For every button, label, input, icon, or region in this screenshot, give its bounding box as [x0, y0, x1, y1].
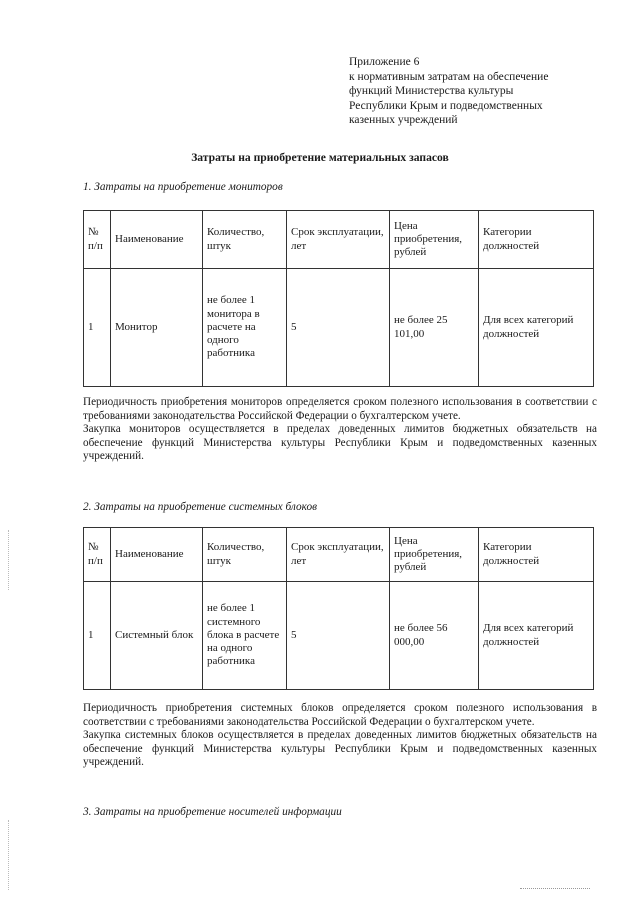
- scan-margin-mark: [8, 530, 10, 590]
- cell-price: не более 25 101,00: [390, 269, 479, 387]
- cell-category: Для всех категорий должностей: [479, 269, 594, 387]
- appendix-line: Республики Крым и подведомственных: [349, 99, 543, 112]
- paragraph: Периодичность приобретения системных блоков определяется сроком полезного использования в соответствии с требованиями законодательства Российской Федерации о бухгалтерском учете.: [83, 702, 597, 728]
- monitors-table: [83, 210, 594, 387]
- header-quantity: Количество, штук: [203, 528, 287, 582]
- header-price: Цена приобретения, рублей: [390, 528, 479, 582]
- header-price: Цена приобретения, рублей: [390, 211, 479, 269]
- header-num: № п/п: [84, 528, 111, 582]
- cell-term: 5: [287, 582, 390, 690]
- appendix-line: к нормативным затратам на обеспечение: [349, 70, 549, 83]
- appendix-line: казенных учреждений: [349, 114, 458, 126]
- paragraph: Закупка системных блоков осуществляется в пределах доведенных лимитов бюджетных обязательств на обеспечение функций Министерства культуры Республики Крым и подведомственных казенных учреждений.: [83, 729, 597, 769]
- header-name: Наименование: [111, 528, 203, 582]
- header-quantity: Количество, штук: [203, 211, 287, 269]
- header-category: Категории должностей: [479, 528, 594, 582]
- monitors-description: [83, 396, 597, 464]
- cell-num: 1: [84, 582, 111, 690]
- cell-num: 1: [84, 269, 111, 387]
- paragraph: Периодичность приобретения мониторов определяется сроком полезного использования в соответствии с требованиями законодательства Российской Федерации о бухгалтерском учете.: [83, 396, 597, 422]
- scan-margin-mark: [8, 820, 10, 890]
- cell-category: Для всех категорий должностей: [479, 582, 594, 690]
- section-heading-storage-media: 3. Затраты на приобретение носителей информации: [83, 806, 342, 818]
- document-title: Затраты на приобретение материальных запасов: [191, 151, 449, 164]
- system-units-table: [83, 527, 594, 690]
- cell-quantity: не более 1 монитора в расчете на одного работника: [203, 269, 287, 387]
- header-name: Наименование: [111, 211, 203, 269]
- header-term: Срок эксплуатации, лет: [287, 528, 390, 582]
- header-category: Категории должностей: [479, 211, 594, 269]
- appendix-line: функций Министерства культуры: [349, 85, 514, 97]
- header-num: № п/п: [84, 211, 111, 269]
- header-term: Срок эксплуатации, лет: [287, 211, 390, 269]
- cell-name: Системный блок: [111, 582, 203, 690]
- table-row: [84, 269, 594, 387]
- paragraph: Закупка мониторов осуществляется в пределах доведенных лимитов бюджетных обязательств на обеспечение функций Министерства культуры Республики Крым и подведомственных казенных учреждений.: [83, 423, 597, 463]
- table-row: [84, 582, 594, 690]
- table-header-row: [84, 528, 594, 582]
- cell-price: не более 56 000,00: [390, 582, 479, 690]
- section-heading-system-units: 2. Затраты на приобретение системных блоков: [83, 501, 317, 513]
- appendix-line: Приложение 6: [349, 56, 420, 68]
- cell-term: 5: [287, 269, 390, 387]
- cell-name: Монитор: [111, 269, 203, 387]
- table-header-row: [84, 211, 594, 269]
- scan-bottom-mark: [520, 888, 590, 889]
- system-units-description: [83, 702, 597, 770]
- cell-quantity: не более 1 системного блока в расчете на одного работника: [203, 582, 287, 690]
- appendix-note: [349, 55, 599, 128]
- section-heading-monitors: 1. Затраты на приобретение мониторов: [83, 181, 283, 193]
